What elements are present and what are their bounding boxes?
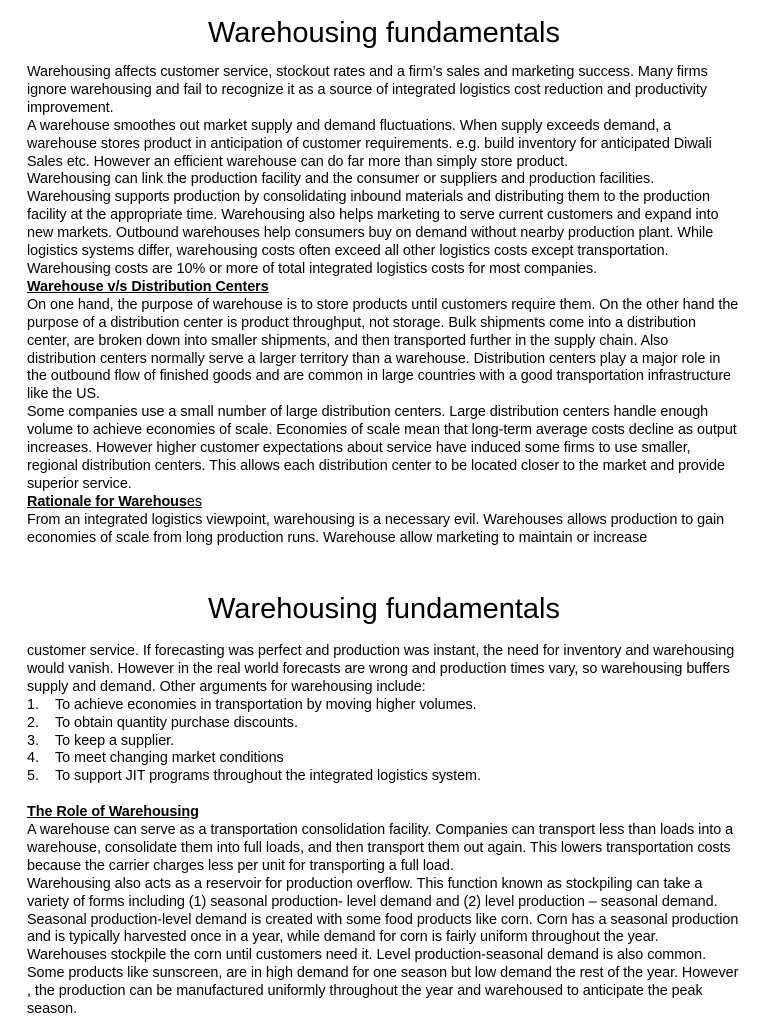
- list-number: 5.: [27, 768, 39, 785]
- blank-line: [27, 786, 741, 804]
- list-text: To keep a supplier.: [55, 732, 175, 749]
- page-body: [0, 643, 768, 1019]
- paragraph: Some companies use a small number of large distribution centers. Large distribution centers handle enough volume to achieve economies of scale. Economies of scale mean that long-term average costs decline as output increases. However higher customer expectations about service have induced some firms to use smaller, regional distribution centers. This allows each distribution center to be located closer to the market and provide superior service.: [27, 404, 737, 492]
- heading-text-tail: es: [186, 493, 202, 510]
- list-item: [27, 750, 741, 768]
- section-heading-rationale: [27, 494, 741, 512]
- paragraph: On one hand, the purpose of warehouse is to store products until customers require them. On the other hand the purpose of a distribution center is product throughput, not storage. Bulk shipments come into a distribution center, are broken down into smaller shipments, and then transported further in the supply chain. Also distribution centers normally serve a larger territory than a warehouse. Distribution centers play a major role in the outbound flow of finished goods and are common in large countries with a good transportation infrastructure like the US.: [27, 296, 739, 403]
- list-text: To obtain quantity purchase discounts.: [55, 714, 298, 731]
- list-item: [27, 697, 741, 715]
- paragraph: customer service. If forecasting was perfect and production was instant, the need for inventory and warehousing would vanish. However in the real world forecasts are wrong and production times vary, so warehousing buffers supply and demand. Other arguments for warehousing include:: [27, 643, 735, 695]
- page-title: Warehousing fundamentals: [208, 17, 560, 49]
- list-item: [27, 768, 741, 786]
- paragraph: Warehousing affects customer service, stockout rates and a firm’s sales and marketing success. Many firms ignore warehousing and fail to recognize it as a source of integrated logistics cost reduction and productivity improvement.: [27, 64, 708, 116]
- document-page-2: [0, 572, 768, 1024]
- heading-text: Rationale for Warehous: [27, 493, 187, 510]
- paragraph: Warehousing also acts as a reservoir for production overflow. This function known as stockpiling can take a variety of forms including (1) seasonal production- level demand and (2) level production – seasonal demand. Seasonal production-level demand is created with some food products like corn. Corn has a seasonal production and is typically harvested once in a year, while demand for corn is fairly uniform throughout the year. Warehouses stockpile the corn until customers need it. Level production-seasonal demand is also common. Some products like sunscreen, are in high demand for one season but low demand the rest of the year. However , the production can be manufactured uniformly throughout the year and warehoused to anticipate the peak season.: [27, 875, 739, 1018]
- paragraph: From an integrated logistics viewpoint, warehousing is a necessary evil. Warehouses allows production to gain economies of scale from long production runs. Warehouse allow marketing to maintain or increase: [27, 511, 725, 546]
- list-item: [27, 733, 741, 751]
- paragraph: A warehouse smoothes out market supply and demand fluctuations. When supply exceeds demand, a warehouse stores product in anticipation of customer requirements. e.g. build inventory for anticipated Diwali Sales etc. However an efficient warehouse can do far more than simply store product.: [27, 117, 712, 170]
- list-text: To meet changing market conditions: [55, 750, 284, 767]
- paragraph: Warehousing can link the production facility and the consumer or suppliers and production facilities. Warehousing supports production by consolidating inbound materials and distributing them to the production facility at the appropriate time. Warehousing also helps marketing to serve current customers and expand into new markets. Outbound warehouses help consumers buy on demand without nearby production plant. While logistics systems differ, warehousing costs often exceed all other logistics costs except transportation. Warehousing costs are 10% or more of total integrated logistics costs for most companies.: [27, 171, 719, 277]
- page-title: Warehousing fundamentals: [208, 593, 560, 625]
- page-body: [0, 64, 768, 547]
- list-text: To support JIT programs throughout the integrated logistics system.: [55, 768, 481, 785]
- list-item: [27, 715, 741, 733]
- arguments-list: [27, 697, 741, 787]
- section-heading-role: The Role of Warehousing: [27, 804, 199, 821]
- paragraph: A warehouse can serve as a transportation consolidation facility. Companies can transport less than loads into a warehouse, consolidate them into full loads, and then transport them out again. This lowers transportation costs because the carrier charges less per unit for transporting a full load.: [27, 822, 734, 874]
- list-number: 3.: [27, 732, 39, 749]
- list-number: 2.: [27, 714, 39, 731]
- section-heading-distribution: Warehouse v/s Distribution Centers: [27, 278, 269, 295]
- list-text: To achieve economies in transportation by moving higher volumes.: [55, 696, 477, 713]
- list-number: 4.: [27, 750, 39, 767]
- list-number: 1.: [27, 696, 39, 713]
